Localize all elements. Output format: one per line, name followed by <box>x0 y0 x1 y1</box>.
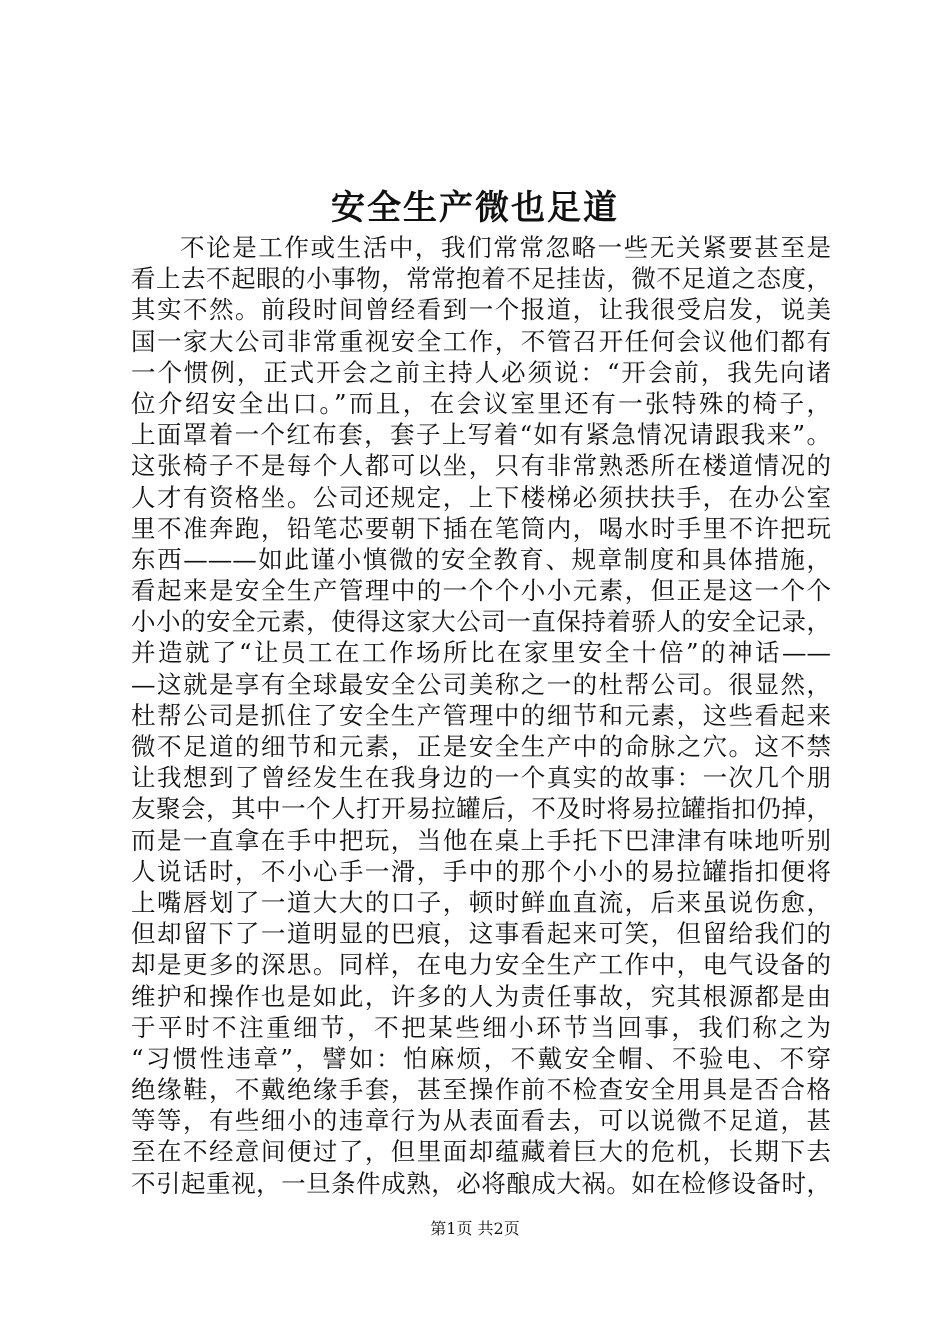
body-line: 等等，有些细小的违章行为从表面看去，可以说微不足道，甚 <box>131 1106 831 1136</box>
body-line: 而是一直拿在手中把玩，当他在桌上手托下巴津津有味地听别 <box>131 825 831 855</box>
body-line: —这就是享有全球最安全公司美称之一的杜帮公司。很显然， <box>131 669 831 699</box>
body-line: 一个惯例，正式开会之前主持人必须说：“开会前，我先向诸 <box>131 357 831 387</box>
body-line: 其实不然。前段时间曾经看到一个报道，让我很受启发，说美 <box>131 295 831 325</box>
page-footer: 第1页 共2页 <box>430 1219 520 1238</box>
body-line: 看起来是安全生产管理中的一个个小小元素，但正是这一个个 <box>131 576 831 606</box>
body-line: “习惯性违章”，譬如：怕麻烦，不戴安全帽、不验电、不穿 <box>131 1043 831 1073</box>
body-line: 至在不经意间便过了，但里面却蕴藏着巨大的危机，长期下去 <box>131 1137 831 1167</box>
body-line: 维护和操作也是如此，许多的人为责任事故，究其根源都是由 <box>131 981 831 1011</box>
document-body <box>131 232 831 1199</box>
body-line: 并造就了“让员工在工作场所比在家里安全十倍”的神话—— <box>131 638 831 668</box>
body-line: 却是更多的深思。同样，在电力安全生产工作中，电气设备的 <box>131 950 831 980</box>
body-line: 小小的安全元素，使得这家大公司一直保持着骄人的安全记录， <box>131 607 831 637</box>
body-line: 友聚会，其中一个人打开易拉罐后，不及时将易拉罐指扣仍掉， <box>131 794 831 824</box>
body-line: 上面罩着一个红布套，套子上写着“如有紧急情况请跟我来”。 <box>131 420 831 450</box>
body-line: 人才有资格坐。公司还规定，上下楼梯必须扶扶手，在办公室 <box>131 482 831 512</box>
document-title: 安全生产微也足道 <box>331 188 619 228</box>
body-line: 但却留下了一道明显的巴痕，这事看起来可笑，但留给我们的 <box>131 919 831 949</box>
body-line: 于平时不注重细节，不把某些细小环节当回事，我们称之为 <box>131 1012 831 1042</box>
body-line: 不论是工作或生活中，我们常常忽略一些无关紧要甚至是 <box>180 233 831 262</box>
body-line: 人说话时，不小心手一滑，手中的那个小小的易拉罐指扣便将 <box>131 856 831 886</box>
body-line: 位介绍安全出口。”而且，在会议室里还有一张特殊的椅子， <box>131 388 831 418</box>
body-line: 里不准奔跑，铅笔芯要朝下插在笔筒内，喝水时手里不许把玩 <box>131 513 831 543</box>
body-line: 微不足道的细节和元素，正是安全生产中的命脉之穴。这不禁 <box>131 732 831 761</box>
body-line: 看上去不起眼的小事物，常常抱着不足挂齿，微不足道之态度， <box>131 264 831 294</box>
body-line: 绝缘鞋，不戴绝缘手套，甚至操作前不检查安全用具是否合格 <box>131 1075 831 1105</box>
body-line: 让我想到了曾经发生在我身边的一个真实的故事：一次几个朋 <box>131 763 831 793</box>
body-line: 不引起重视，一旦条件成熟，必将酿成大祸。如在检修设备时， <box>131 1168 831 1198</box>
body-line: 国一家大公司非常重视安全工作，不管召开任何会议他们都有 <box>131 326 831 356</box>
body-line: 杜帮公司是抓住了安全生产管理中的细节和元素，这些看起来 <box>131 700 831 730</box>
body-line: 这张椅子不是每个人都可以坐，只有非常熟悉所在楼道情况的 <box>131 451 831 481</box>
body-line: 东西———如此谨小慎微的安全教育、规章制度和具体措施， <box>131 544 831 574</box>
body-line: 上嘴唇划了一道大大的口子，顿时鲜血直流，后来虽说伤愈， <box>131 887 831 917</box>
